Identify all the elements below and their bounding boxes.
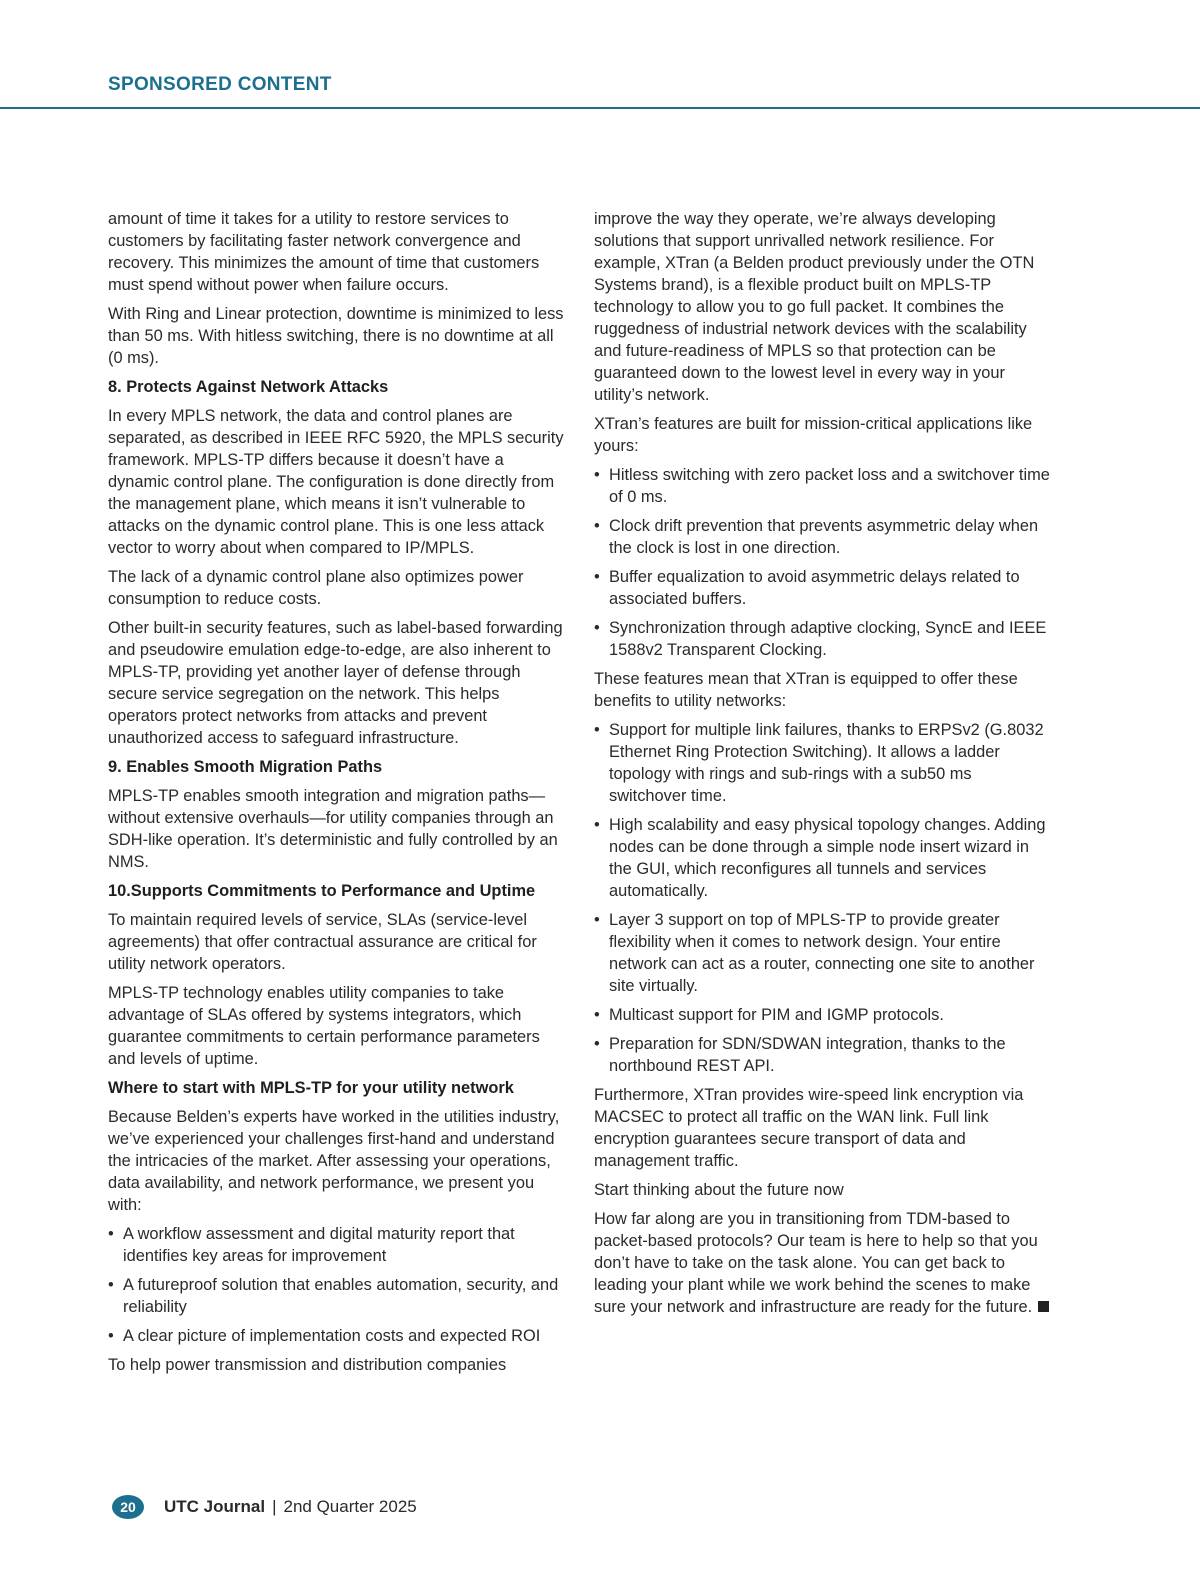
list-item: • A workflow assessment and digital maturity report that identifies key areas for improvement <box>108 1223 564 1267</box>
list-item: • A clear picture of implementation costs and expected ROI <box>108 1325 564 1347</box>
paragraph: Because Belden’s experts have worked in the utilities industry, we’ve experienced your challenges first-hand and understand the intricacies of the market. After assessing your operations, data availability, and network performance, we present you with: <box>108 1108 560 1214</box>
paragraph: XTran’s features are built for mission-critical applications like yours: <box>594 415 1033 455</box>
paragraph: To help power transmission and distribution companies <box>108 1356 507 1374</box>
left-column <box>108 208 564 1383</box>
paragraph: These features mean that XTran is equipped to offer these benefits to utility networks: <box>594 670 1018 710</box>
paragraph: Start thinking about the future now <box>594 1181 844 1199</box>
footer-separator: | <box>272 1497 277 1516</box>
list-item: • Clock drift prevention that prevents asymmetric delay when the clock is lost in one direction. <box>594 515 1050 559</box>
list-item: • Buffer equalization to avoid asymmetric delays related to associated buffers. <box>594 566 1050 610</box>
list-item: • Layer 3 support on top of MPLS-TP to provide greater flexibility when it comes to network design. Your entire network can act as a router, connecting one site to another site virtually. <box>594 909 1050 997</box>
paragraph: Other built-in security features, such as label-based forwarding and pseudowire emulation edge-to-edge, are also inherent to MPLS-TP, providing yet another layer of defense through secure service segregation on the network. This helps operators protect networks from attacks and prevent unauthorized access to safeguard infrastructure. <box>108 619 563 747</box>
paragraph: MPLS-TP technology enables utility companies to take advantage of SLAs offered by systems integrators, which guarantee commitments to certain performance parameters and levels of uptime. <box>108 984 540 1068</box>
paragraph: With Ring and Linear protection, downtime is minimized to less than 50 ms. With hitless switching, there is no downtime at all (0 ms). <box>108 305 564 367</box>
benefit-list <box>594 719 1050 1077</box>
paragraph: Furthermore, XTran provides wire-speed link encryption via MACSEC to protect all traffic on the WAN link. Full link encryption guarantees secure transport of data and management traffic. <box>594 1086 1024 1170</box>
section-heading: Where to start with MPLS-TP for your utility network <box>108 1079 514 1097</box>
section-heading: 8. Protects Against Network Attacks <box>108 378 389 396</box>
closing-paragraph <box>594 1208 1050 1318</box>
page-number-badge: 20 <box>112 1495 144 1519</box>
feature-list <box>594 464 1050 661</box>
issue-label: 2nd Quarter 2025 <box>283 1497 417 1516</box>
list-item: • Preparation for SDN/SDWAN integration, thanks to the northbound REST API. <box>594 1033 1050 1077</box>
journal-name: UTC Journal <box>164 1497 266 1516</box>
paragraph: In every MPLS network, the data and control planes are separated, as described in IEEE RFC 5920, the MPLS security framework. MPLS-TP differs because it doesn’t have a dynamic control plane. The configuration is done directly from the management plane, which means it isn’t vulnerable to attacks on the dynamic control plane. This is one less attack vector to worry about when compared to IP/MPLS. <box>108 407 564 557</box>
offer-list <box>108 1223 564 1347</box>
list-item: • Hitless switching with zero packet loss and a switchover time of 0 ms. <box>594 464 1050 508</box>
list-item: • High scalability and easy physical topology changes. Adding nodes can be done through a simple node insert wizard in the GUI, which reconfigures all tunnels and services automatically. <box>594 814 1050 902</box>
paragraph: The lack of a dynamic control plane also optimizes power consumption to reduce costs. <box>108 568 524 608</box>
paragraph: To maintain required levels of service, SLAs (service-level agreements) that offer contractual assurance are critical for utility network operators. <box>108 911 537 973</box>
list-item: • Multicast support for PIM and IGMP protocols. <box>594 1004 1050 1026</box>
page-footer <box>112 1494 417 1520</box>
list-item: • Support for multiple link failures, thanks to ERPSv2 (G.8032 Ethernet Ring Protection Switching). It allows a ladder topology with rings and sub-rings with a sub50 ms switchover time. <box>594 719 1050 807</box>
right-column <box>594 208 1050 1325</box>
paragraph: MPLS-TP enables smooth integration and migration paths—without extensive overhauls—for utility companies through an SDH-like operation. It’s deterministic and fully controlled by an NMS. <box>108 787 558 871</box>
section-heading: 10.Supports Commitments to Performance and Uptime <box>108 882 536 900</box>
list-item: • Synchronization through adaptive clocking, SyncE and IEEE 1588v2 Transparent Clocking. <box>594 617 1050 661</box>
section-heading: 9. Enables Smooth Migration Paths <box>108 758 383 776</box>
paragraph: improve the way they operate, we’re always developing solutions that support unrivalled network resilience. For example, XTran (a Belden product previously under the OTN Systems brand), is a flexible product built on MPLS-TP technology to allow you to go full packet. It combines the ruggedness of industrial network devices with the scalability and future-readiness of MPLS so that protection can be guaranteed down to the lowest level in every way in your utility’s network. <box>594 210 1035 404</box>
end-of-article-icon <box>1038 1301 1049 1312</box>
list-item: • A futureproof solution that enables automation, security, and reliability <box>108 1274 564 1318</box>
paragraph: amount of time it takes for a utility to restore services to customers by facilitating faster network convergence and recovery. This minimizes the amount of time that customers must spend without power when failure occurs. <box>108 210 540 294</box>
paragraph-text: How far along are you in transitioning from TDM-based to packet-based protocols? Our team is here to help so that you don’t have to take on the task alone. You can get back to leading your plant while we work behind the scenes to make sure your network and infrastructure are ready for the future. <box>594 1210 1038 1316</box>
section-label: SPONSORED CONTENT <box>108 74 332 95</box>
header-divider <box>0 107 1200 109</box>
